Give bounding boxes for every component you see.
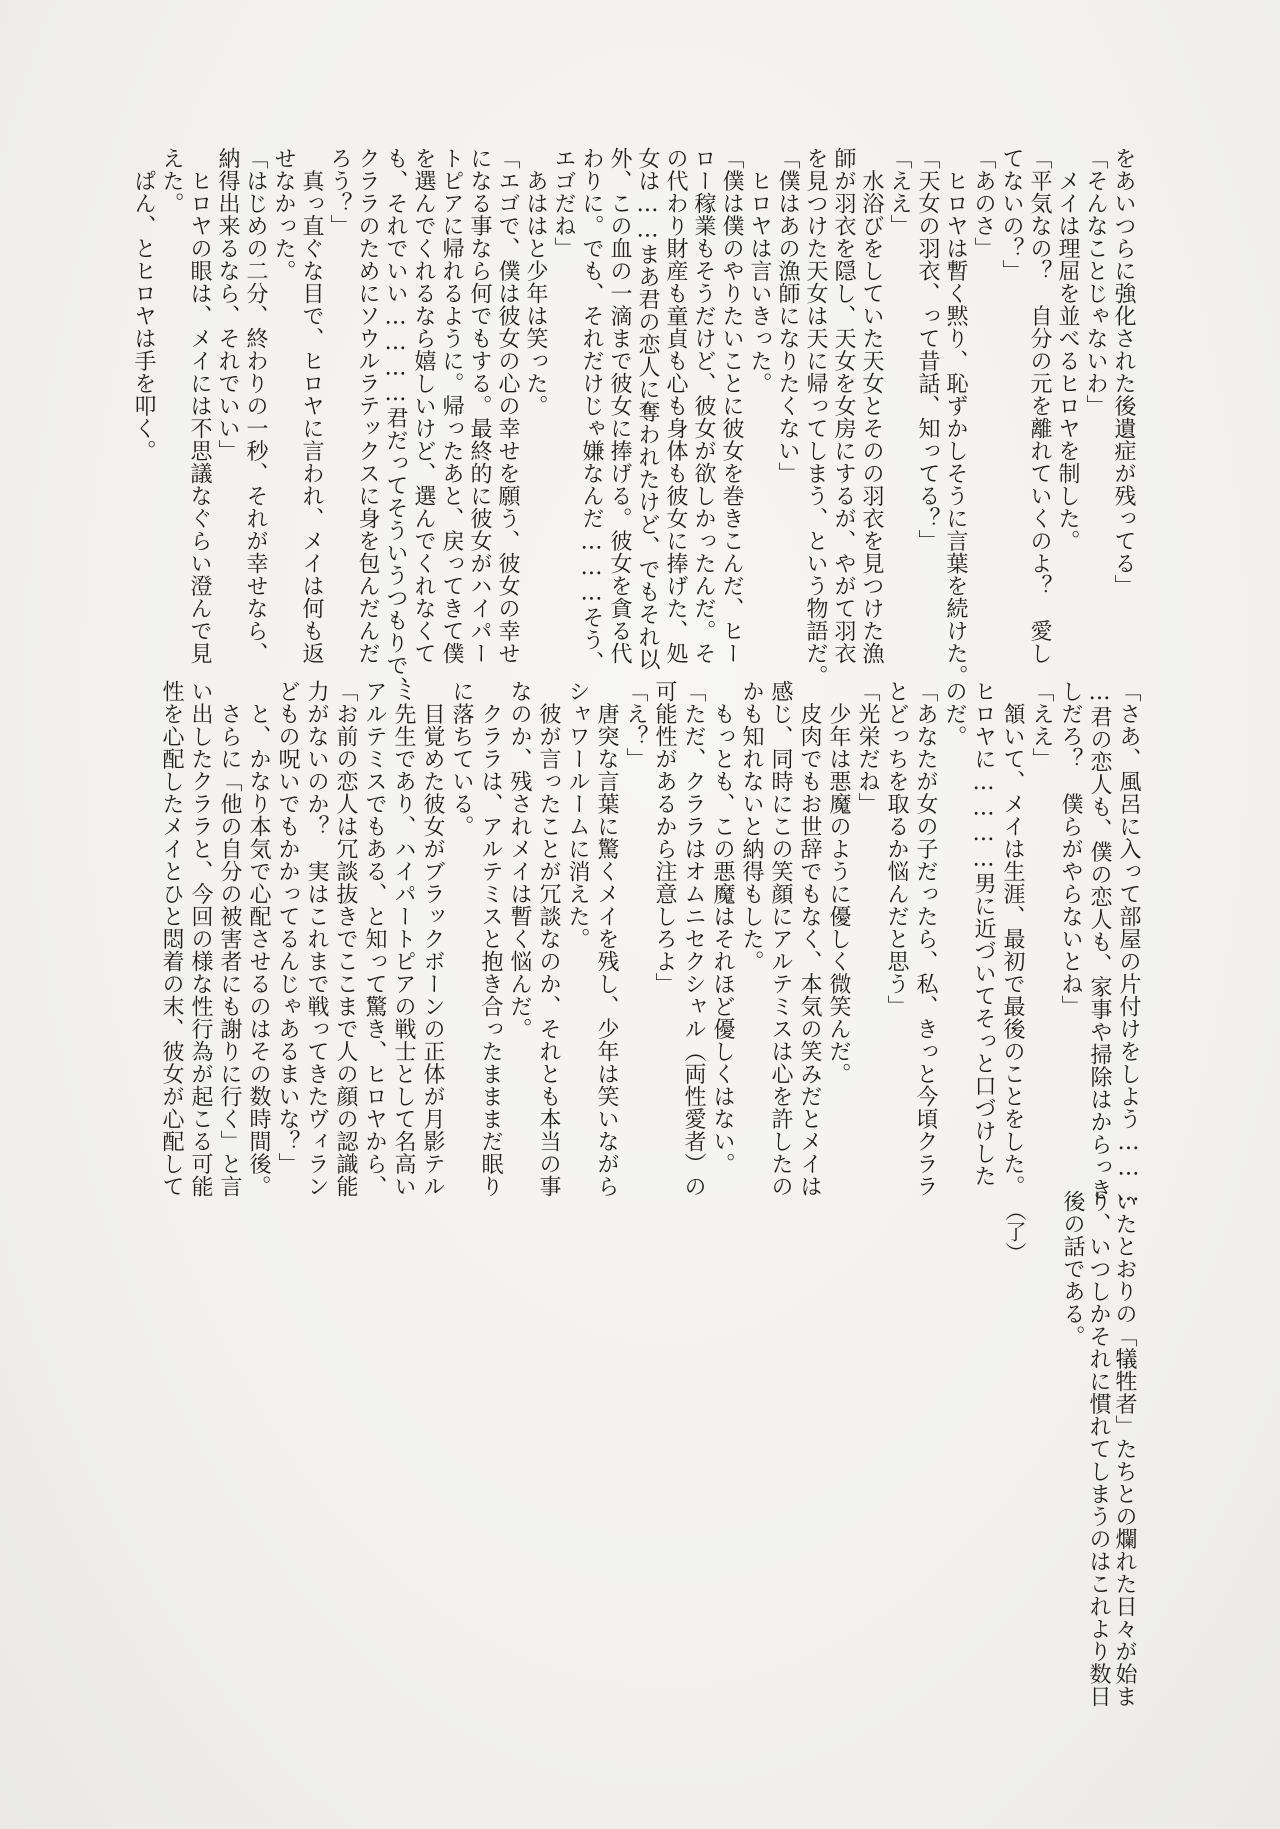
text-column: 性を心配したメイとひと悶着の末、彼女が心配して (159, 680, 184, 1198)
text-column: もっとも、この悪魔はそれほど優しくはない。 (710, 680, 735, 1175)
text-column: しだろ？ 僕らがやらないとね」 (1058, 680, 1083, 1018)
text-column: アルテミスでもある、と知って驚き、ヒロヤから、 (362, 680, 387, 1198)
text-column: を見つけた天女は天に帰ってしまう、という物語だ。 (803, 147, 828, 687)
text-column: とどっちを取るか悩んだと思う」 (884, 680, 909, 1018)
text-column: ぱん、とヒロヤは手を叩く。 (131, 147, 156, 462)
text-column: 「え？」 (623, 680, 648, 770)
text-column: なのか、残されメイは暫く悩んだ。 (507, 680, 532, 1040)
text-column: 唐突な言葉に驚くメイを残し、少年は笑いながら (594, 680, 619, 1198)
text-column: 感じ、同時にこの笑顔にアルテミスは心を許したの (768, 680, 793, 1198)
text-column: 師が羽衣を隠し、天女を女房にするが、やがて羽衣 (831, 147, 856, 665)
text-column: ミ先生であり、ハイパートピアの戦士として名高い (391, 680, 416, 1198)
text-column: 可能性があるから注意しろよ」 (652, 680, 677, 995)
text-column: 「お前の恋人は冗談抜きでここまで人の顔の認識能 (333, 680, 358, 1198)
text-column: どもの呪いでもかかってるんじゃあるまいな？」 (275, 680, 300, 1175)
text-column: エゴだね」 (551, 147, 576, 260)
text-block-lower (157, 680, 1143, 1207)
text-column: 「ええ」 (1029, 680, 1054, 770)
text-column: さらに「他の自分の被害者にも謝りに行く」と言 (217, 680, 242, 1198)
text-column: ヒロヤに…………男に近づいてそっと口づけした (971, 680, 996, 1187)
text-column: も、それでいい…………君だってそういうつもりで、 (383, 147, 408, 699)
text-column: トピアに帰れるように。帰ったあと、戻ってきて僕 (439, 147, 464, 665)
text-column: り、いつしかそれに慣れてしまうのはこれより数日 (1086, 1190, 1111, 1708)
text-column: えた。 (159, 147, 184, 215)
text-column: をあいつらに強化された後遺症が残ってる」 (1111, 147, 1136, 597)
text-column: わりに。でも、それだけじゃ嫌なんだ………そう、 (579, 147, 604, 674)
text-column: メイは理屈を並べるヒロヤを制した。 (1055, 147, 1080, 552)
text-block-upper (129, 147, 1137, 699)
text-column: 女は……まあ君の恋人に奪われたけど、でもそれ以 (635, 147, 660, 671)
text-column: 「エゴで、僕は彼女の心の幸せを願う、彼女の幸せ (495, 147, 520, 665)
text-column: ロー稼業もそうだけど、彼女が欲しかったんだ。そ (691, 147, 716, 665)
text-column: になる事なら何でもする。最終的に彼女がハイパー (467, 147, 492, 665)
text-column: ヒロヤの眼は、メイには不思議なぐらい澄んで見 (187, 147, 212, 665)
text-column: 水浴びをしていた天女とそのの羽衣を見つけた漁 (859, 147, 884, 665)
text-column: 「あのさ」 (971, 147, 996, 260)
text-column: 「天女の羽衣、って昔話、知ってる？」 (915, 147, 940, 552)
text-column: 「ええ」 (887, 147, 912, 237)
text-column: 「はじめの二分、終わりの一秒、それが幸せなら、 (243, 147, 268, 665)
text-column: …君の恋人も、僕の恋人も、家事や掃除はからっき (1087, 680, 1112, 1201)
text-column: に落ちている。 (449, 680, 474, 838)
text-column: を選んでくれるなら嬉しいけど、選んでくれなくて (411, 147, 436, 665)
text-column: 少年は悪魔のように優しく微笑んだ。 (826, 680, 851, 1085)
text-column: シャワールームに消えた。 (565, 680, 590, 950)
text-column: せなかった。 (271, 147, 296, 282)
text-column: ヒロヤは言いきった。 (747, 147, 772, 395)
text-column: いたとおりの「犠牲者」たちとの爛れた日々が始ま (1112, 1190, 1137, 1708)
text-column: 「あなたが女の子だったら、私、きっと今頃クララ (913, 680, 938, 1198)
text-column: かも知れないと納得もした。 (739, 680, 764, 973)
text-column: 彼が言ったことが冗談なのか、それとも本当の事 (536, 680, 561, 1198)
text-column: 頷いて、メイは生涯、最初で最後のことをした。 (1000, 680, 1025, 1198)
text-column: のだ。 (942, 680, 967, 748)
text-column: 目覚めた彼女がブラックボーンの正体が月影テル (420, 680, 445, 1198)
text-column: クララのためにソウルラテックスに身を包んだんだ (355, 147, 380, 665)
text-column: 「平気なの？ 自分の元を離れていくのよ？ 愛し (1027, 147, 1052, 665)
text-column: てないの？」 (999, 147, 1024, 282)
text-block-continuation (1059, 1190, 1137, 1708)
text-column: 「ただ、クララはオムニセクシャル（両性愛者）の (681, 680, 706, 1198)
text-column: 真っ直ぐな目で、ヒロヤに言われ、メイは何も返 (299, 147, 324, 665)
text-column: ヒロヤは暫く黙り、恥ずかしそうに言葉を続けた。 (943, 147, 968, 687)
text-column: 「さあ、風呂に入って部屋の片付けをしよう……… (1116, 680, 1141, 1207)
story-end-mark: （了） (1003, 1200, 1027, 1263)
text-column: あははと少年は笑った。 (523, 147, 548, 417)
text-column: 納得出来るなら、それでいい」 (215, 147, 240, 462)
text-column: 外、この血の一滴まで彼女に捧げる。彼女を貪る代 (607, 147, 632, 665)
text-column: 力がないのか？ 実はこれまで戦ってきたヴィラン (304, 680, 329, 1198)
text-column: 「そんなことじゃないわ」 (1083, 147, 1108, 417)
text-column: 「光栄だね」 (855, 680, 880, 815)
text-column: 皮肉でもお世辞でもなく、本気の笑みだとメイは (797, 680, 822, 1198)
text-column: の代わり財産も童貞も心も身体も彼女に捧げた、処 (663, 147, 688, 665)
text-column: 「僕はあの漁師になりたくない」 (775, 147, 800, 485)
text-column: 「僕は僕のやりたいことに彼女を巻きこんだ、ヒー (719, 147, 744, 665)
text-column: い出したクララと、今回の様な性行為が起こる可能 (188, 680, 213, 1198)
text-column: 後の話である。 (1060, 1190, 1085, 1348)
text-column: クララは、アルテミスと抱き合ったまままだ眠り (478, 680, 503, 1198)
text-column: と、かなり本気で心配させるのはその数時間後。 (246, 680, 271, 1198)
text-column: ろう？」 (327, 147, 352, 237)
